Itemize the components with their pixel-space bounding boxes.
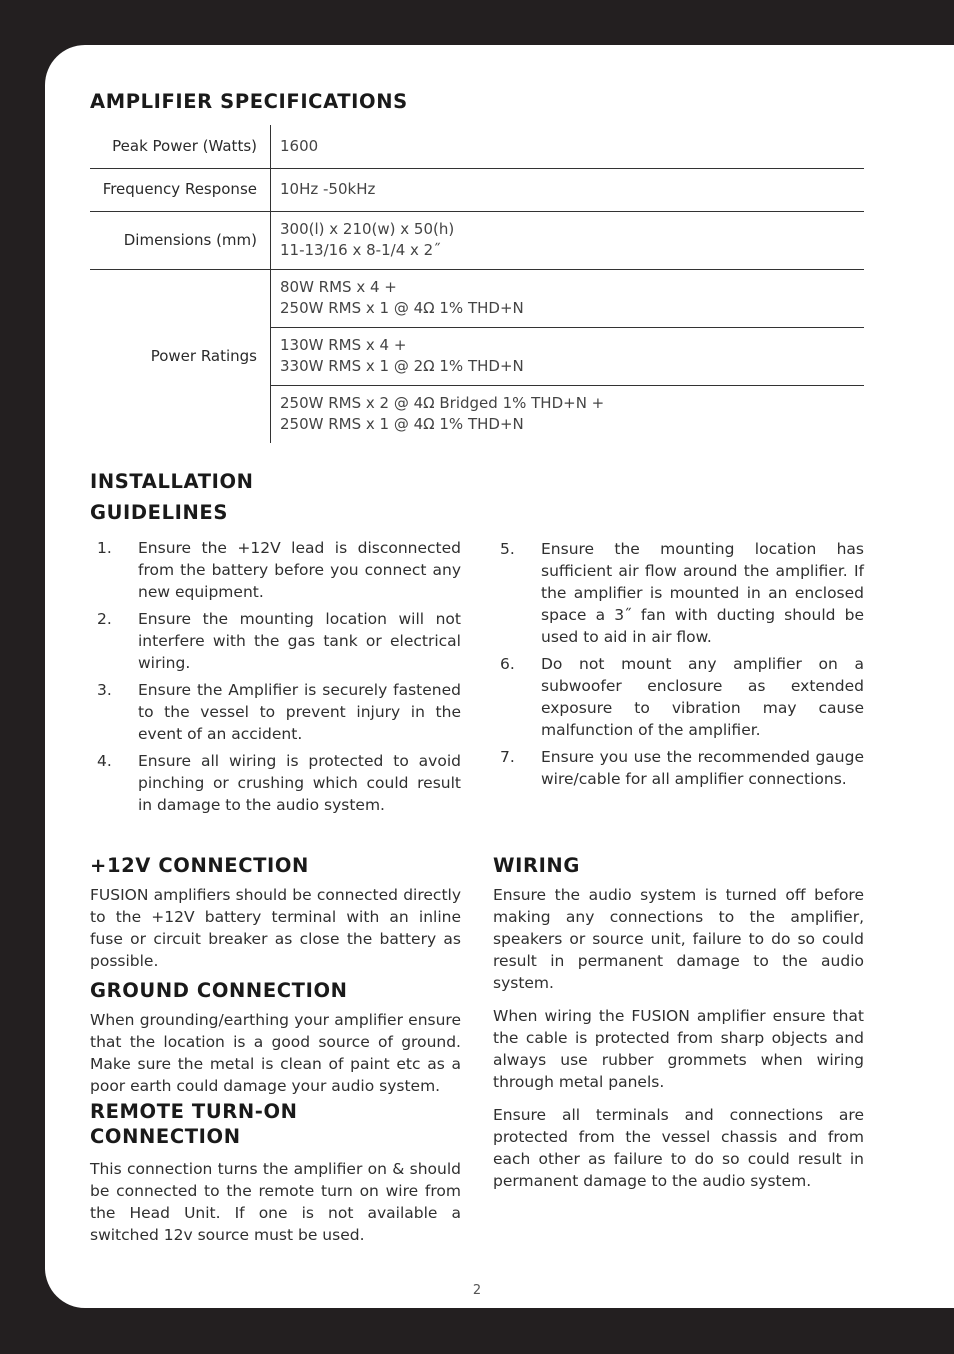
list-item-number: 5. [500,540,515,558]
wiring-heading: WIRING [493,854,580,877]
spec-value: 10Hz -50kHz [271,168,865,211]
spec-row [90,211,864,269]
manual-page [45,45,954,1308]
list-item-number: 6. [500,655,515,673]
list-item-number: 1. [97,539,112,557]
amp-spec-heading: AMPLIFIER SPECIFICATIONS [90,90,408,113]
spec-value: 1600 [271,125,865,168]
list-item-text: Ensure the mounting location has sufficient air flow around the amplifier. If the amplifier is mounted in an enclosed space a 3˝ fan with ducting should be used to aid in air flow. [541,540,864,646]
installation-heading-line: INSTALLATION [90,470,254,493]
spec-table [90,125,864,443]
list-item [90,537,461,603]
spec-row [90,168,864,211]
spec-value-line: 300(l) x 210(w) x 50(h) [280,220,455,238]
list-item-text: Do not mount any amplifier on a subwoofer enclosure as extended exposure to vibration may cause malfunction of the amplifier. [541,655,864,739]
power-rating-line: 330W RMS x 1 @ 2Ω 1% THD+N [280,357,524,375]
list-item-text: Ensure the +12V lead is disconnected from the battery before you connect any new equipment. [138,539,461,601]
power-rating-line: 80W RMS x 4 + [280,278,397,296]
page-number: 2 [472,1283,482,1298]
spec-label: Dimensions (mm) [90,211,271,269]
installation-list-right [493,538,864,795]
spec-value-line: 11-13/16 x 8-1/4 x 2˝ [280,241,441,259]
power-rating-line: 250W RMS x 1 @ 4Ω 1% THD+N [280,415,524,434]
remote-heading [90,1099,298,1149]
power-rating-row [90,269,864,327]
spec-label: Peak Power (Watts) [90,125,271,168]
power-rating-value [271,269,865,327]
wiring-paragraph: Ensure the audio system is turned off before making any connections to the amplifier, speakers or source unit, failure to do so could result in permanent damage to the audio system. [493,886,864,992]
twelve-v-heading: +12V CONNECTION [90,854,309,877]
wiring-paragraph: When wiring the FUSION amplifier ensure that the cable is protected from sharp objects and always use rubber grommets when wiring through metal panels. [493,1007,864,1091]
list-item [493,653,864,741]
list-item-number: 3. [97,681,112,699]
spec-label: Power Ratings [90,269,271,443]
power-rating-line: 250W RMS x 1 @ 4Ω 1% THD+N [280,299,524,317]
power-rating-value [271,327,865,385]
list-item [90,608,461,674]
twelve-v-body: FUSION amplifiers should be connected directly to the +12V battery terminal with an inline fuse or circuit breaker as close the battery as possible. [90,886,461,970]
spec-row [90,125,864,168]
installation-heading [90,466,254,528]
list-item [90,750,461,816]
power-rating-value [271,385,865,443]
remote-body: This connection turns the amplifier on & should be connected to the remote turn on wire from the Head Unit. If one is not available a switched 12v source must be used. [90,1160,461,1244]
wiring-paragraph: Ensure all terminals and connections are protected from the vessel chassis and from each other as failure to do so could result in permanent damage to the audio system. [493,1106,864,1190]
spec-value [271,211,865,269]
list-item-text: Ensure all wiring is protected to avoid pinching or crushing which could result in damage to the audio system. [138,752,461,814]
power-rating-line: 130W RMS x 4 + [280,336,407,354]
list-item-text: Ensure the Amplifier is securely fastened to the vessel to prevent injury in the event of an accident. [138,681,461,743]
list-item-number: 7. [500,748,515,766]
installation-heading-line: GUIDELINES [90,501,228,524]
list-item-text: Ensure the mounting location will not interfere with the gas tank or electrical wiring. [138,610,461,672]
list-item-number: 2. [97,610,112,628]
remote-heading-line: CONNECTION [90,1125,241,1148]
list-item [493,538,864,648]
power-rating-line: 250W RMS x 2 @ 4Ω Bridged 1% THD+N + [280,394,605,413]
list-item [493,746,864,790]
list-item-number: 4. [97,752,112,770]
remote-heading-line: REMOTE TURN-ON [90,1100,298,1123]
list-item-text: Ensure you use the recommended gauge wire/cable for all amplifier connections. [541,748,864,788]
ground-heading: GROUND CONNECTION [90,979,348,1002]
spec-label: Frequency Response [90,168,271,211]
ground-body: When grounding/earthing your amplifier ensure that the location is a good source of ground. Make sure the metal is clean of paint etc as a poor earth could damage your audio system. [90,1011,461,1095]
installation-list-left [90,537,461,821]
list-item [90,679,461,745]
